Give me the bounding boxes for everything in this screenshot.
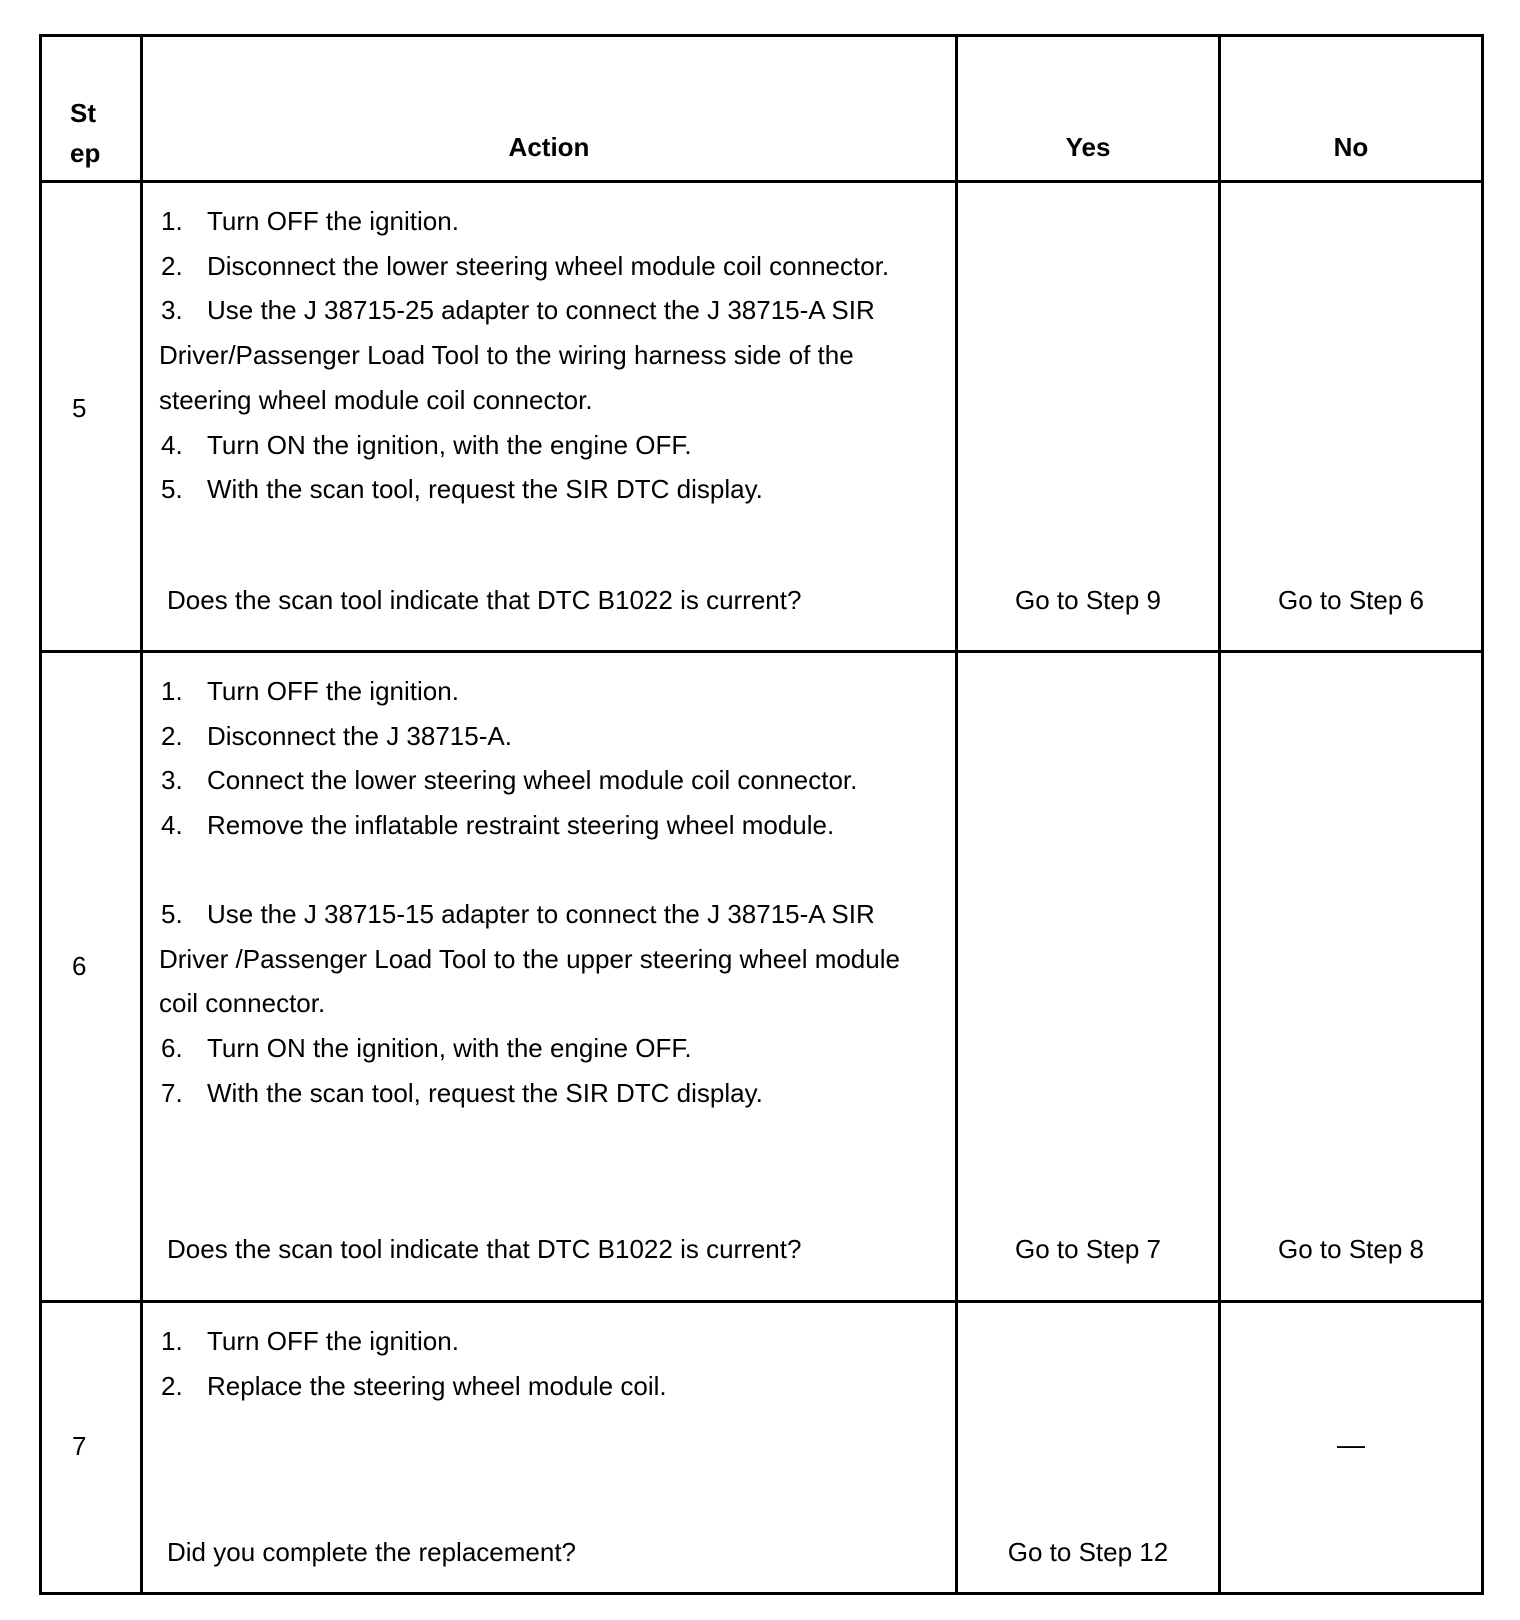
action-item: 5. With the scan tool, request the SIR DTC display. <box>161 474 763 505</box>
yes-cell <box>957 1302 1220 1594</box>
table-header-row <box>41 36 1483 182</box>
action-item: 1. Turn OFF the ignition. <box>161 1326 459 1356</box>
action-item: 2. Disconnect the lower steering wheel module coil connector. <box>161 250 890 281</box>
action-item: 1. Turn OFF the ignition. <box>161 206 459 236</box>
action-cell <box>142 1302 957 1594</box>
header-step-line2: ep <box>70 138 101 168</box>
question-text: Does the scan tool indicate that DTC B1022 is current? <box>167 1234 802 1264</box>
action-cell <box>142 652 957 1302</box>
diagnostic-table <box>39 34 1484 1595</box>
header-step <box>41 36 142 182</box>
question-text: Does the scan tool indicate that DTC B1022 is current? <box>167 585 802 615</box>
action-list <box>159 1319 935 1408</box>
action-item: 2. Disconnect the J 38715-A. <box>161 720 512 751</box>
no-result: Go to Step 6 <box>1278 585 1424 615</box>
yes-cell <box>957 652 1220 1302</box>
diagnostic-table-container <box>39 34 1484 1595</box>
no-cell <box>1220 652 1483 1302</box>
step-number: 6 <box>72 951 87 981</box>
header-no: No <box>1220 36 1483 182</box>
action-item: 3. Use the J 38715-25 adapter to connect the J 38715-A SIR Driver/Passenger Load Tool to the wiring harness side of the steering wheel module coil connector. <box>159 295 875 415</box>
action-list <box>159 199 935 512</box>
header-yes: Yes <box>957 36 1220 182</box>
yes-result: Go to Step 9 <box>1015 585 1161 615</box>
step-cell <box>41 1302 142 1594</box>
no-cell <box>1220 182 1483 652</box>
action-item: 4. Turn ON the ignition, with the engine OFF. <box>161 429 692 460</box>
step-number: 5 <box>72 393 87 423</box>
action-item: 2. Replace the steering wheel module coil. <box>161 1370 667 1401</box>
action-item: 5. Use the J 38715-15 adapter to connect the J 38715-A SIR Driver /Passenger Load Tool to the upper steering wheel module coil connector. <box>159 898 900 1019</box>
yes-cell <box>957 182 1220 652</box>
action-item: 7. With the scan tool, request the SIR DTC display. <box>161 1077 763 1108</box>
table-row-step-5 <box>41 182 1483 652</box>
action-cell <box>142 182 957 652</box>
step-cell <box>41 652 142 1302</box>
action-item: 4. Remove the inflatable restraint steering wheel module. <box>161 810 835 841</box>
question-text: Did you complete the replacement? <box>167 1537 577 1567</box>
yes-result: Go to Step 7 <box>1015 1234 1161 1264</box>
step-number: 7 <box>72 1431 87 1461</box>
yes-result: Go to Step 12 <box>1007 1537 1169 1567</box>
action-item: 6. Turn ON the ignition, with the engine OFF. <box>161 1032 692 1063</box>
no-cell <box>1220 1302 1483 1594</box>
action-item: 3. Connect the lower steering wheel module coil connector. <box>161 765 858 796</box>
no-result-dash: — <box>1337 1429 1365 1460</box>
header-action: Action <box>142 36 957 182</box>
table-row-step-6 <box>41 652 1483 1302</box>
action-item: 1. Turn OFF the ignition. <box>161 676 459 706</box>
header-step-line1: St <box>70 98 96 128</box>
action-list <box>159 669 935 1115</box>
step-cell <box>41 182 142 652</box>
no-result: Go to Step 8 <box>1278 1234 1424 1264</box>
table-row-step-7 <box>41 1302 1483 1594</box>
